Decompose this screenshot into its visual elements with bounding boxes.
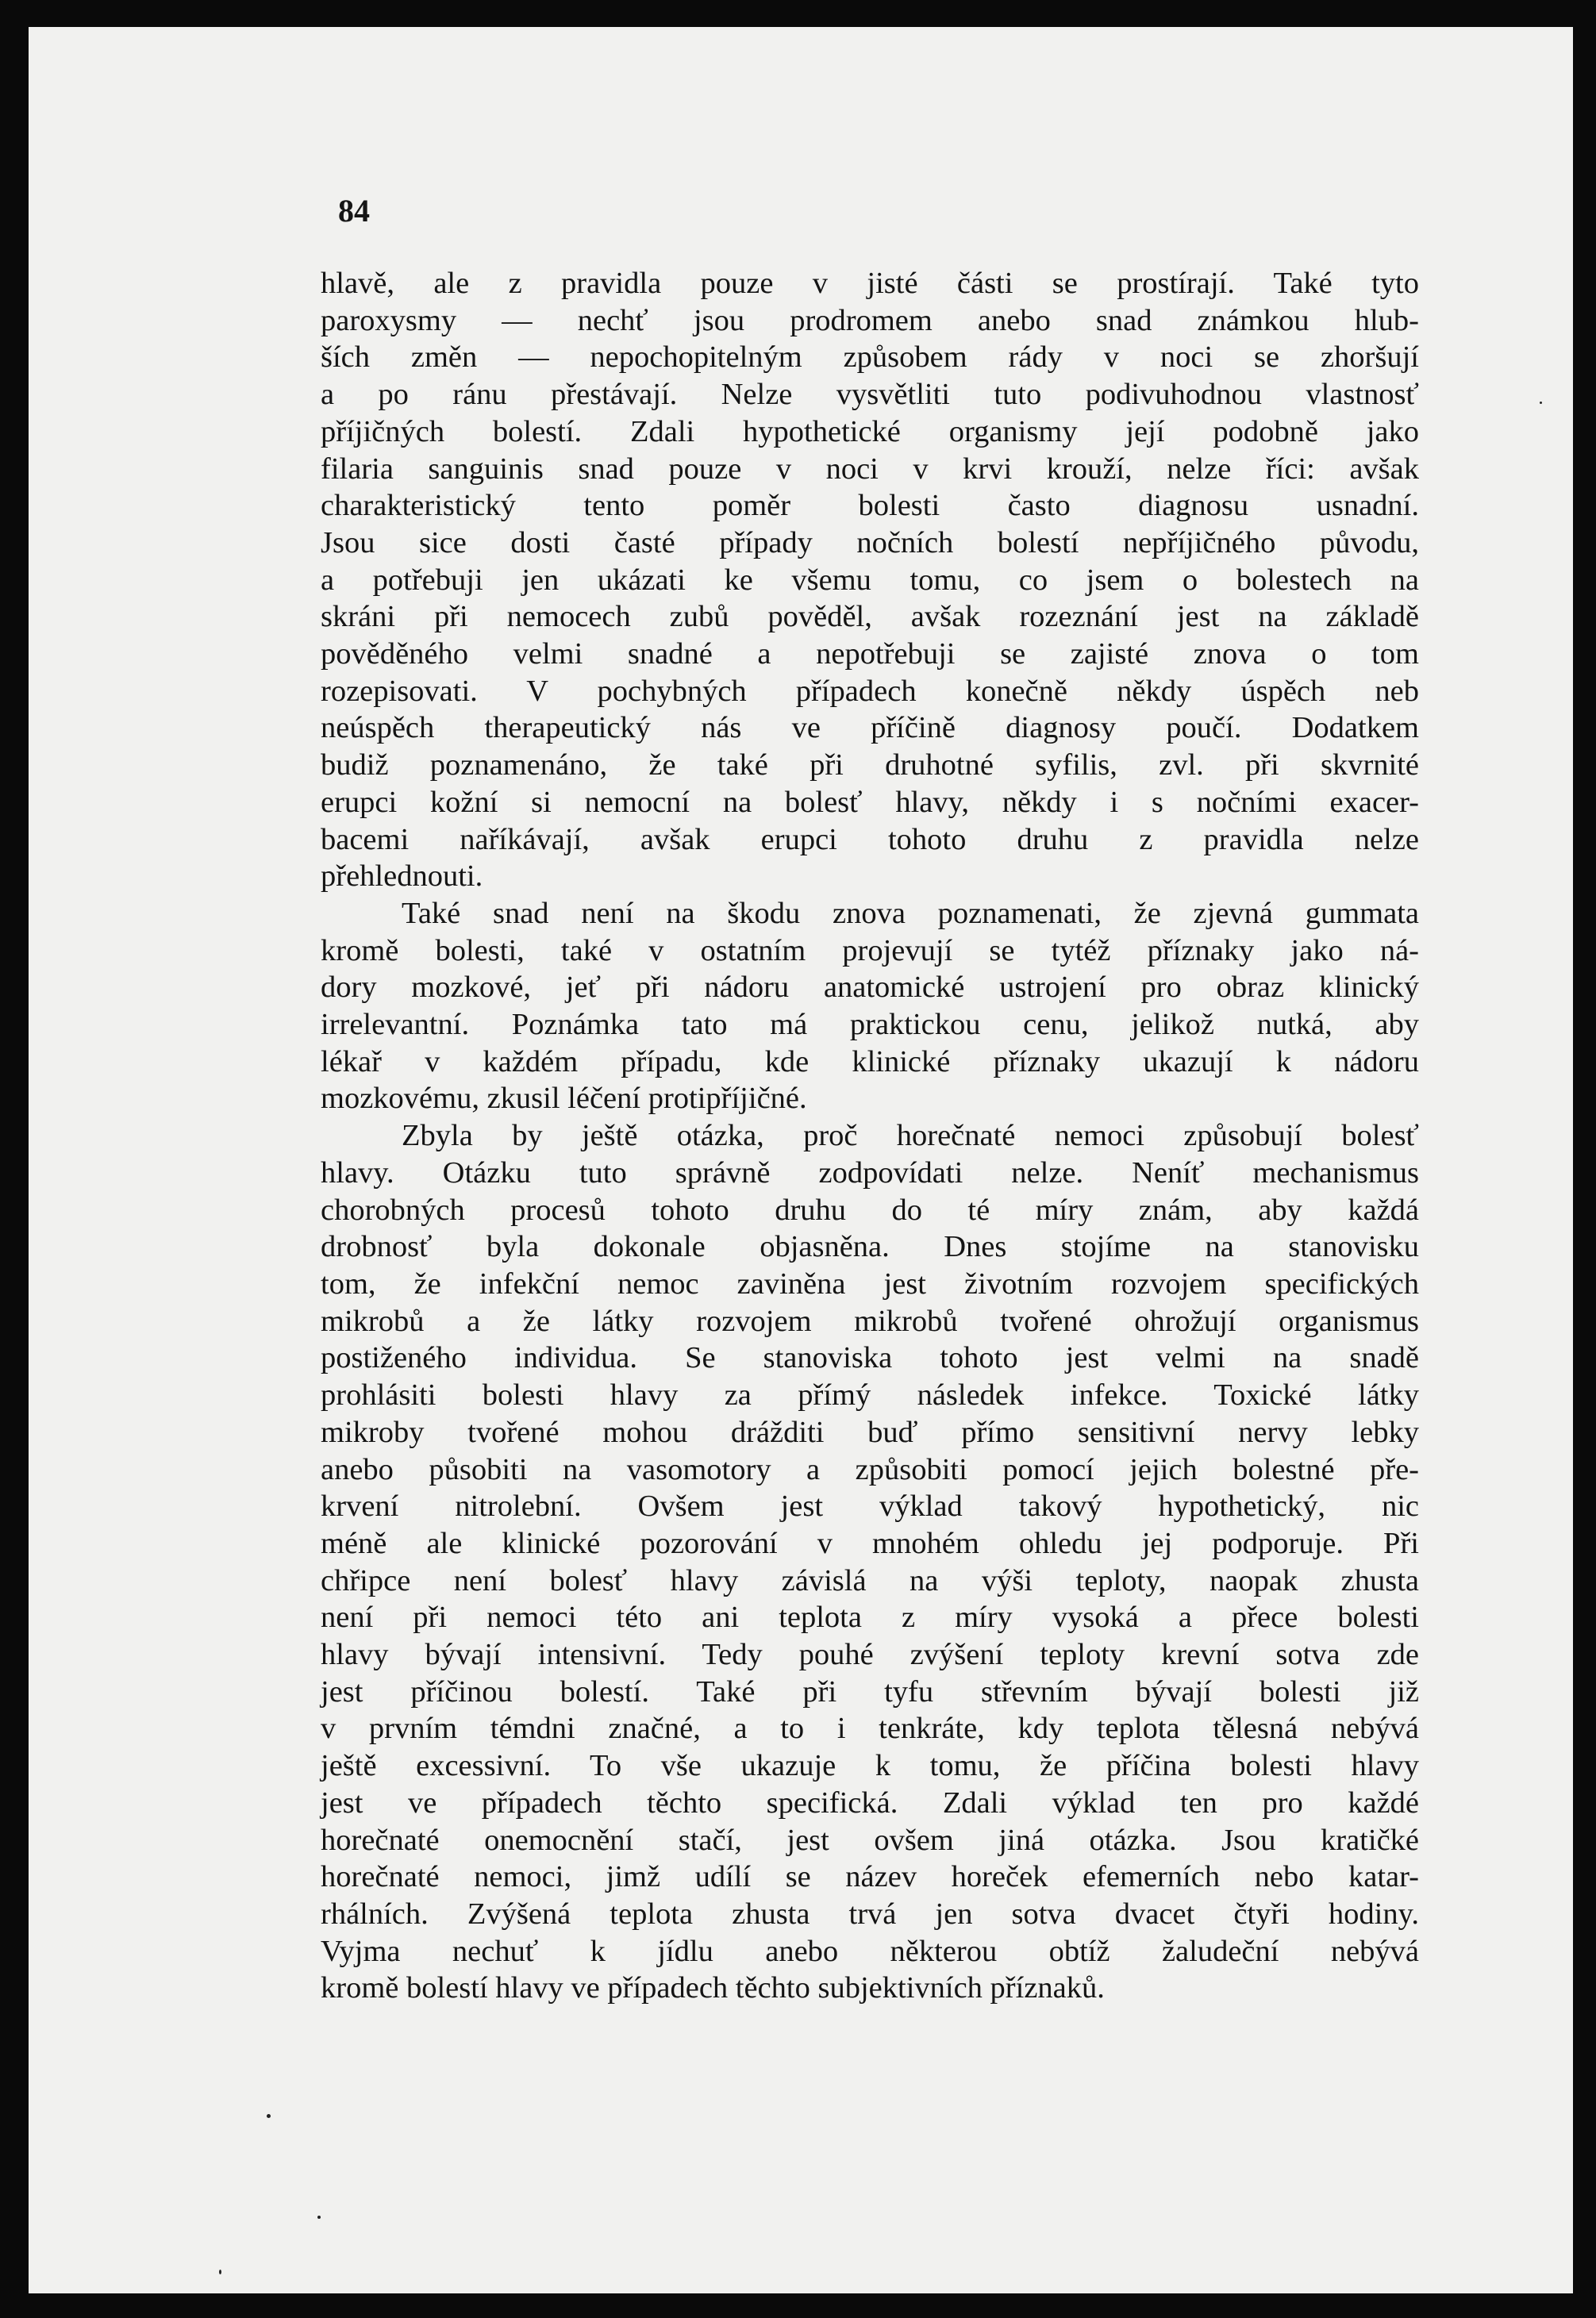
text-line: filaria sanguinis snad pouze v noci v krvi krouží, nelze říci: avšak [321,452,1419,486]
text-line: tom, že infekční nemoc zaviněna jest životním rozvojem specifických [321,1267,1419,1301]
text-line: chřipce není bolesť hlavy závislá na výši teploty, naopak zhusta [321,1563,1419,1597]
text-line: dory mozkové, jeť při nádoru anatomické ustrojení pro obraz klinický [321,971,1419,1005]
scan-speck [317,2216,321,2219]
text-line: neúspěch therapeutický nás ve příčině diagnosy poučí. Dodatkem [321,711,1419,745]
text-line: mozkovému, zkusil léčení protipříjičné. [321,1082,807,1116]
text-line: v prvním témdni značné, a to i tenkráte, kdy teplota tělesná nebývá [321,1712,1419,1746]
text-line: a potřebuji jen ukázati ke všemu tomu, co jsem o bolestech na [321,563,1419,597]
text-line: bacemi naříkávají, avšak erupci tohoto druhu z pravidla nelze [321,822,1419,856]
text-line: jest ve případech těchto specifická. Zdali výklad ten pro každé [321,1786,1419,1820]
scan-speck [267,2114,271,2118]
text-line: rozepisovati. V pochybných případech konečně někdy úspěch neb [321,674,1419,708]
text-line: krvení nitrolební. Ovšem jest výklad takový hypothetický, nic [321,1490,1419,1524]
text-line: méně ale klinické pozorování v mnohém ohledu jej podporuje. Při [321,1526,1419,1560]
text-line: Zbyla by ještě otázka, proč horečnaté nemoci způsobují bolesť [402,1119,1419,1153]
text-line: horečnaté nemoci, jimž udílí se název horeček efemerních nebo katar- [321,1860,1419,1894]
text-line: skráni při nemocech zubů pověděl, avšak rozeznání jest na základě [321,600,1419,634]
text-line: přehlednouti. [321,859,483,894]
scan-speck [219,2270,221,2274]
text-line: chorobných procesů tohoto druhu do té míry znám, aby každá [321,1193,1419,1227]
text-line: drobnosť byla dokonale objasněna. Dnes stojíme na stanovisku [321,1230,1419,1264]
body-text [321,265,1419,2007]
text-line: erupci kožní si nemocní na bolesť hlavy, někdy i s nočními exacer- [321,785,1419,819]
text-line: paroxysmy — nechť jsou prodromem anebo snad známkou hlub- [321,303,1419,337]
text-line: anebo působiti na vasomotory a způsobiti pomocí jejich bolestné pře- [321,1452,1419,1486]
paragraph [321,265,1419,895]
text-line: a po ránu přestávají. Nelze vysvětliti tuto podivuhodnou vlastnosť [321,378,1419,412]
text-line: hlavy bývají intensivní. Tedy pouhé zvýšení teploty krevní sotva zde [321,1638,1419,1672]
text-line: rhálních. Zvýšená teplota zhusta trvá jen sotva dvacet čtyři hodiny. [321,1897,1419,1931]
text-line: charakteristický tento poměr bolesti často diagnosu usnadní. [321,489,1419,523]
text-line: příjičných bolestí. Zdali hypothetické organismy její podobně jako [321,414,1419,448]
text-line: hlavě, ale z pravidla pouze v jisté části se prostírají. Také tyto [321,267,1419,300]
text-line: kromě bolestí hlavy ve případech těchto subjektivních příznaků. [321,1971,1105,2005]
text-line: irrelevantní. Poznámka tato má praktickou cenu, jelikož nutká, aby [321,1008,1419,1042]
text-line: mikroby tvořené mohou drážditi buď přímo sensitivní nervy lebky [321,1415,1419,1449]
text-line: prohlásiti bolesti hlavy za přímý následek infekce. Toxické látky [321,1378,1419,1413]
page-number: 84 [338,193,370,229]
text-line: Jsou sice dosti časté případy nočních bolestí nepříjičného původu, [321,525,1419,559]
scan-speck [1540,402,1542,404]
text-line: budiž poznamenáno, že také při druhotné syfilis, zvl. při skvrnité [321,748,1419,782]
text-line: lékař v každém případu, kde klinické příznaky ukazují k nádoru [321,1044,1419,1078]
text-line: Vyjma nechuť k jídlu anebo některou obtíž žaludeční nebývá [321,1934,1419,1968]
text-line: Také snad není na škodu znova poznamenati, že zjevná gummata [402,896,1419,930]
text-line: ších změn — nepochopitelným způsobem rády v noci se zhoršují [321,340,1419,375]
text-line: mikrobů a že látky rozvojem mikrobů tvořené ohrožují organismus [321,1304,1419,1338]
text-line: postiženého individua. Se stanoviska tohoto jest velmi na snadě [321,1341,1419,1375]
text-line: hlavy. Otázku tuto správně zodpovídati nelze. Neníť mechanismus [321,1155,1419,1190]
text-line: pověděného velmi snadné a nepotřebuji se zajisté znova o tom [321,637,1419,671]
paragraph [321,1117,1419,2007]
text-line: kromě bolesti, také v ostatním projevují se tytéž příznaky jako ná- [321,933,1419,967]
text-line: ještě excessivní. To vše ukazuje k tomu, že příčina bolesti hlavy [321,1749,1419,1783]
text-line: není při nemoci této ani teplota z míry vysoká a přece bolesti [321,1601,1419,1635]
text-line: jest příčinou bolestí. Také při tyfu střevním bývají bolesti již [321,1674,1419,1709]
text-line: horečnaté onemocnění stačí, jest ovšem jiná otázka. Jsou kratičké [321,1823,1419,1857]
paragraph [321,895,1419,1117]
book-page [29,27,1573,2293]
